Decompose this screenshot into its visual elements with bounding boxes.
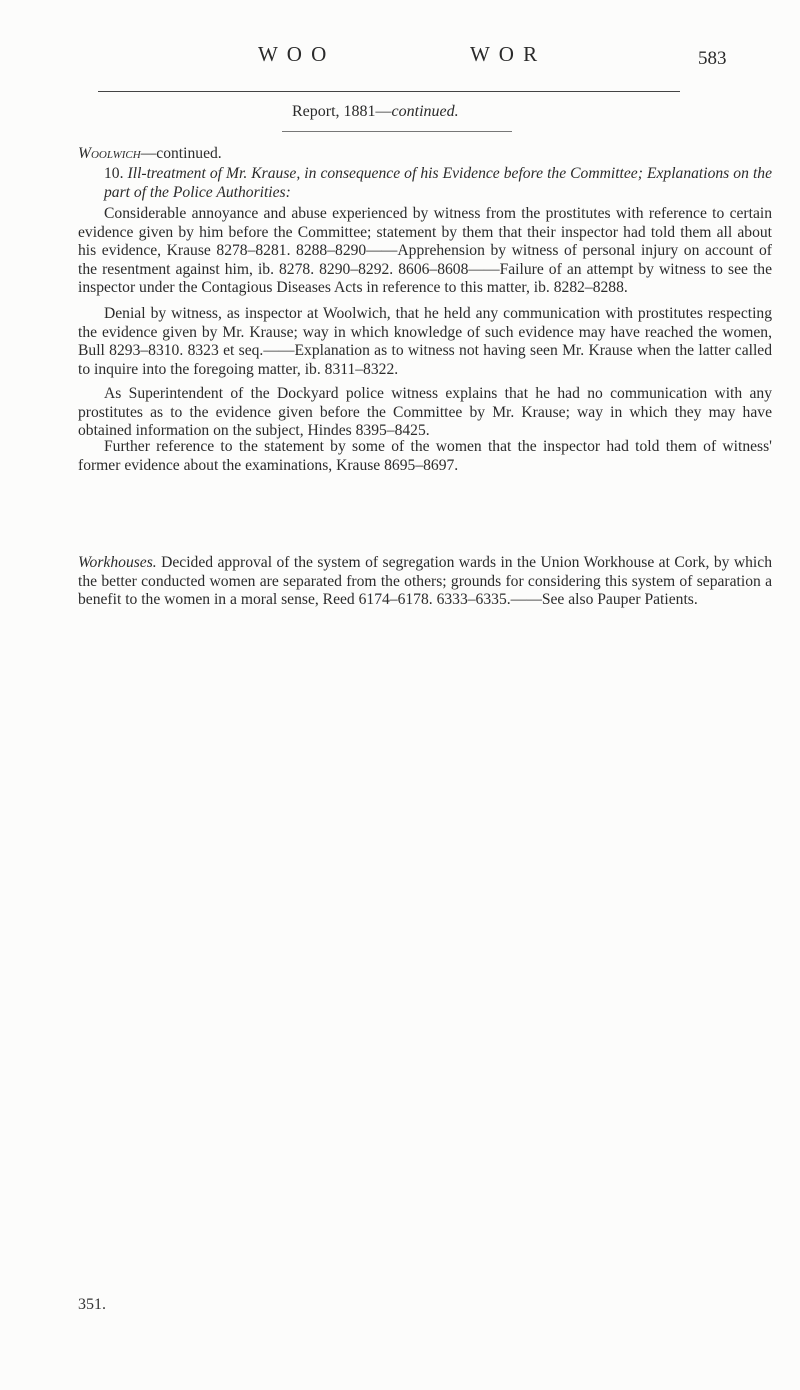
- header-rule: [98, 91, 680, 92]
- entry-name: Woolwich: [78, 145, 141, 162]
- running-head-left: W O O: [258, 42, 329, 66]
- entry-heading: [78, 145, 772, 164]
- subheading-rule: [282, 131, 512, 132]
- printer-signature: 351.: [78, 1296, 106, 1313]
- paragraph-krause-annoyance: Considerable annoyance and abuse experienced by witness from the prostitutes with reference to certain evidence given by him before the Committee; statement by them that their inspector had told them all about his evidence, Krause 8278–8281. 8288–8290——Apprehension by witness of personal injury on account of the resentment against him, ib. 8278. 8290–8292. 8606–8608——Failure of an attempt by witness to see the inspector under the Contagious Diseases Acts in reference to this matter, ib. 8282–8288.: [78, 205, 772, 297]
- running-head-right: W O R: [470, 42, 540, 66]
- paragraph-further-reference: Further reference to the statement by some of the women that the inspector had told them of witness' former evidence about the examinations, Krause 8695–8697.: [78, 438, 772, 474]
- subheading-prefix: Report, 1881—: [292, 103, 392, 120]
- report-subheading: [292, 103, 459, 121]
- paragraph-hindes-superintendent: As Superintendent of the Dockyard police witness explains that he had no communication with any prostitutes as to the evidence given before the Committee by Mr. Krause; way in which they may have obtained information on the subject, Hindes 8395–8425.: [78, 385, 772, 440]
- page-number: 583: [698, 48, 727, 69]
- workhouses-heading: Workhouses.: [78, 554, 157, 571]
- section-heading-10: [104, 165, 772, 202]
- workhouses-text: Decided approval of the system of segregation wards in the Union Workhouse at Cork, by which the better conducted women are separated from the others; grounds for considering this system of separation a benefit to the women in a moral sense, Reed 6174–6178. 6333–6335.——See also Pauper Patients.: [78, 554, 772, 609]
- entry-continued: —continued.: [140, 145, 222, 162]
- section-title: Ill-treatment of Mr. Krause, in consequence of his Evidence before the Committee; Explanations on the part of the Police Authorities:: [104, 165, 772, 201]
- section-number: 10.: [104, 165, 124, 182]
- subheading-suffix: continued.: [391, 103, 459, 120]
- paragraph-workhouses: [78, 554, 772, 610]
- paragraph-bull-denial: Denial by witness, as inspector at Woolwich, that he held any communication with prostitutes respecting the evidence given by Mr. Krause; way in which knowledge of such evidence may have reached the women, Bull 8293–8310. 8323 et seq.——Explanation as to witness not having seen Mr. Krause when the latter called to inquire into the foregoing matter, ib. 8311–8322.: [78, 305, 772, 378]
